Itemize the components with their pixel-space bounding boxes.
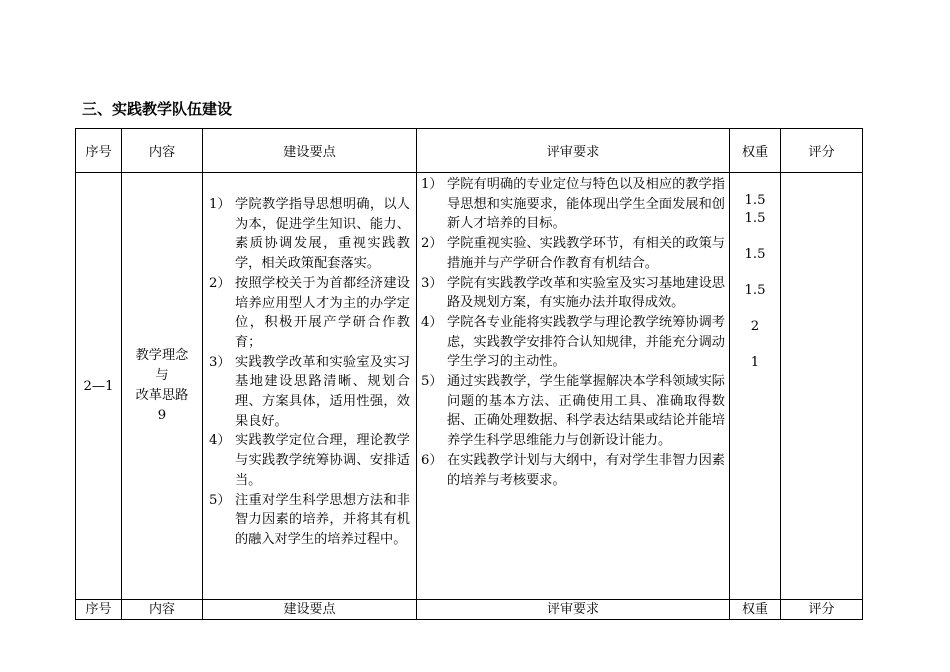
- weight-value: 2: [750, 319, 760, 334]
- row-number: 2—1: [76, 173, 122, 600]
- content-line: 改革思路: [135, 388, 189, 403]
- list-item: 6） 在实践教学计划与大纲中，有对学生非智力因素的培养与考核要求。: [421, 452, 725, 488]
- weights: [730, 173, 781, 600]
- construction-points: [203, 173, 417, 600]
- header-requirements: 评审要求: [417, 129, 730, 173]
- table-row: [76, 173, 863, 600]
- header-content: 内容: [122, 129, 203, 173]
- weight-value: 1.5: [744, 283, 766, 298]
- weight-value: 1.5: [744, 211, 766, 226]
- score-cell[interactable]: [781, 173, 863, 600]
- header-no: 序号: [76, 600, 122, 620]
- list-item: 2） 学院重视实验、实践教学环节，有相关的政策与措施并与产学研合作教育有机结合。: [421, 236, 725, 271]
- header-score: 评分: [781, 129, 863, 173]
- list-item: 5） 注重对学生科学思想方法和非智力因素的培养，并将其有机的融入对学生的培养过程中。: [209, 492, 410, 547]
- weight-value: 1: [750, 355, 760, 370]
- header-score: 评分: [781, 600, 863, 620]
- header-content: 内容: [122, 600, 203, 620]
- review-requirements: [417, 173, 730, 600]
- content-line: 教学理念: [135, 348, 189, 363]
- row-content: [122, 173, 203, 600]
- header-points: 建设要点: [203, 129, 417, 173]
- weight-value: 1.5: [744, 193, 766, 208]
- list-item: 4） 学院各专业能将实践教学与理论教学统筹协调考虑，实践教学安排符合认知规律，并能充分调动学生学习的主动性。: [421, 314, 725, 370]
- list-item: 2） 按照学校关于为首都经济建设培养应用型人才为主的办学定位，积极开展产学研合作教育；: [209, 275, 410, 350]
- content-line: 与: [155, 368, 169, 383]
- evaluation-table: [75, 128, 863, 620]
- list-item: 5） 通过实践教学，学生能掌握解决本学科领域实际问题的基本方法、正确使用工具、准确取得数据、正确处理数据、科学表达结果或结论并能培养学生科学思维能力与创新设计能力。: [421, 374, 725, 449]
- list-item: 4） 实践教学定位合理，理论教学与实践教学统筹协调、安排适当。: [209, 433, 410, 488]
- header-row-repeat: [76, 600, 863, 620]
- weight-value: 1.5: [744, 247, 766, 262]
- content-line: 9: [157, 408, 167, 423]
- header-points: 建设要点: [203, 600, 417, 620]
- header-requirements: 评审要求: [417, 600, 730, 620]
- section-heading: 三、实践教学队伍建设: [82, 100, 233, 118]
- header-weight: 权重: [730, 129, 781, 173]
- list-item: 3） 学院有实践教学改革和实验室及实习基地建设思路及规划方案，有实施办法并取得成效。: [421, 275, 725, 311]
- list-item: 1） 学院有明确的专业定位与特色以及相应的教学指导思想和实施要求，能体现出学生全面发展和创新人才培养的目标。: [421, 177, 725, 232]
- header-no: 序号: [76, 129, 122, 173]
- header-weight: 权重: [730, 600, 781, 620]
- list-item: 3） 实践教学改革和实验室及实习基地建设思路清晰、规划合理、方案具体，适用性强，效果良好。: [209, 354, 410, 429]
- header-row: [76, 129, 863, 173]
- list-item: 1） 学院教学指导思想明确，以人为本，促进学生知识、能力、素质协调发展，重视实践教学，相关政策配套落实。: [209, 197, 410, 272]
